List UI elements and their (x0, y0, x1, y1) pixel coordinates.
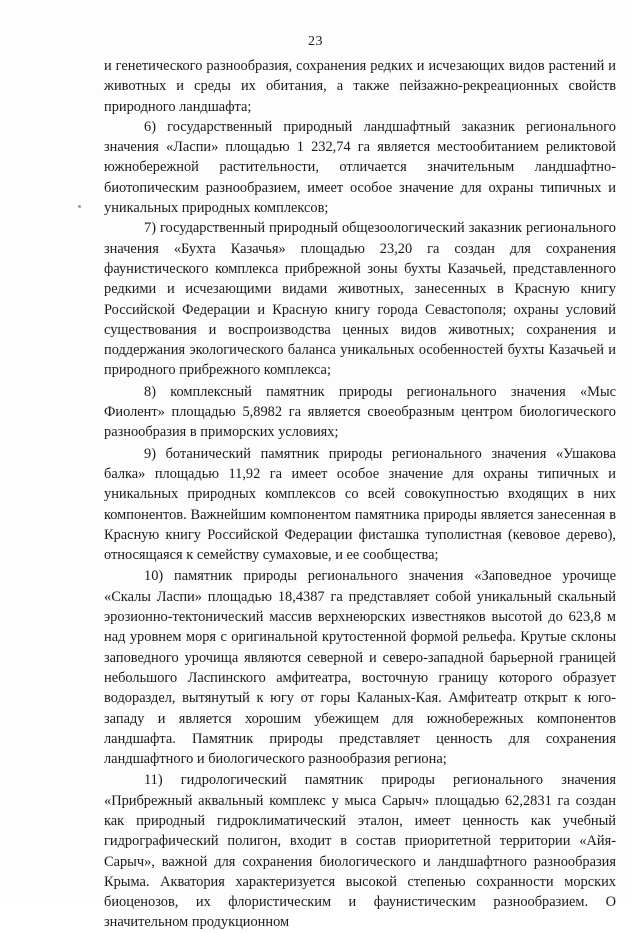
paragraph-item-11: 11) гидрологический памятник природы регионального значения «Прибрежный аквальный комплекс у мыса Сарыч» площадью 62,2831 га создан как природный гидроклиматический эталон, имеет ценность как учебный гидрографический полигон, входит в состав приоритетной территории «Айя-Сарыч», важной для сохранения биологического и ландшафтного разнообразия Крыма. Акватория характеризуется высокой степенью сохранности морских биоценозов, их флористическим и фаунистическим разнообразием. О значительном продукционном (104, 772, 616, 931)
page-number: 23 (308, 34, 323, 49)
paragraph-item-10: 10) памятник природы регионального значения «Заповедное урочище «Скалы Ласпи» площадью 18,4387 га представляет собой уникальный скальный эрозионно-тектонический массив верхнеюрских известняков высотой до 623,8 м над уровнем моря с оригинальной крутостенной формой рельефа. Крутые склоны заповедного урочища являются северной и северо-западной барьерной границей небольшого Ласпинского амфитеатра, восточную границу которого образует водораздел, вытянутый к югу от горы Каланых-Кая. Амфитеатр открыт к юго-западу и является хорошим убежищем для южнобережных компонентов ландшафта. Памятник природы представляет ценность для сохранения ландшафтного и биологического разнообразия региона; (104, 568, 616, 768)
paragraph-item-8: 8) комплексный памятник природы регионального значения «Мыс Фиолент» площадью 5,8982 га является своеобразным центром биологического разнообразия в приморских условиях; (104, 383, 616, 441)
paragraph-item-6: 6) государственный природный ландшафтный заказник регионального значения «Ласпи» площадью 1 232,74 га является местообитанием реликтовой южнобережной растительности, отличается значительным ландшафтно-биотопическим разнообразием, имеет особое значение для охраны типичных и уникальных природных комплексов; (104, 118, 616, 217)
document-body (104, 56, 616, 933)
paragraph-item-7: 7) государственный природный общезоологический заказник регионального значения «Бухта Казачья» площадью 23,20 га создан для сохранения фаунистического комплекса прибрежной зоны бухты Казачьей, представленного редкими и исчезающими видами животных, занесенных в Красную книгу Российской Федерации и Красную книгу города Севастополя; охраны условий существования и воспроизводства ценных видов животных; сохранения и поддержания экологического баланса уникальных особенностей бухты Казачьей и природного прибрежного комплекса; (104, 220, 616, 379)
margin-dot (78, 205, 81, 208)
paragraph-continuation: и генетического разнообразия, сохранения редких и исчезающих видов растений и животных и среды их обитания, а также пейзажно-рекреационных свойств природного ландшафта; (104, 58, 616, 115)
paragraph-item-9: 9) ботанический памятник природы регионального значения «Ушакова балка» площадью 11,92 га имеет особое значение для охраны типичных и уникальных природных комплексов со всей совокупностью входящих в них компонентов. Важнейшим компонентом памятника природы является занесенная в Красную книгу Российской Федерации фисташка туполистная (кевовое дерево), относящаяся к семейству сумаховые, и ее сообщества; (104, 445, 616, 564)
